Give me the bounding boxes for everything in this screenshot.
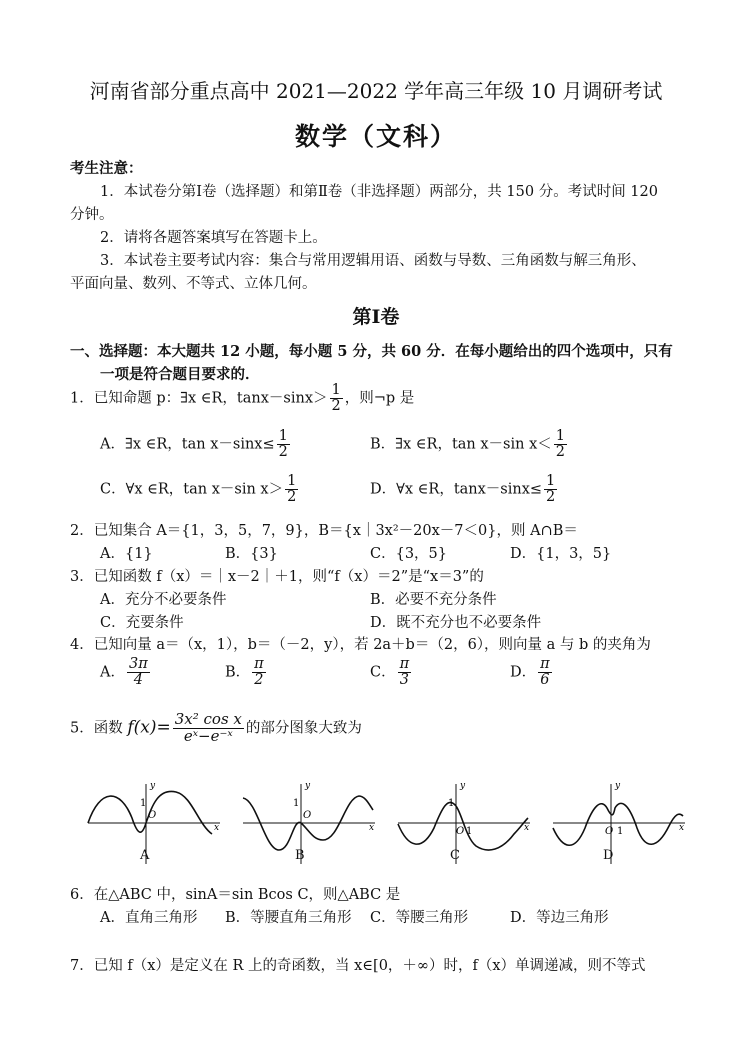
notice-item-3: 3．本试卷主要考试内容：集合与常用逻辑用语、函数与导数、三角函数与解三角形、 (100, 253, 646, 269)
graph-c-x-label: x (524, 823, 530, 833)
question-1-option-d: D．∀x ∈R，tanx－sinx≤ $\frac{1}{2}$ (370, 473, 556, 506)
question-2-option-c: C．{3，5} (370, 546, 447, 562)
section-heading-cont: 一项是符合题目要求的． (100, 366, 260, 383)
graph-b-label: B (295, 848, 305, 863)
section-heading: 一、选择题：本大题共 12 小题，每小题 5 分，共 60 分．在每小题给出的四个选项中，只有 (70, 343, 673, 360)
question-1-option-c: C．∀x ∈R，tan x－sin x＞ $\frac{1}{2}$ (100, 473, 297, 506)
volume-heading: 第Ⅰ卷 (352, 306, 400, 328)
exam-title: 河南省部分重点高中 2021—2022 学年高三年级 10 月调研考试 (89, 79, 663, 103)
question-4-option-d: D． $\frac{\pi}{6}$ (510, 656, 550, 689)
question-6-option-c: C．等腰三角形 (370, 910, 469, 926)
graph-a-origin: O (148, 810, 157, 821)
question-2-option-b: B．{3} (225, 546, 278, 562)
question-6-option-a: A．直角三角形 (100, 910, 198, 926)
question-3-option-a: A．充分不必要条件 (100, 592, 227, 608)
question-4-option-c: C． $\frac{\pi}{3}$ (370, 656, 410, 689)
notice-item-3-cont: 平面向量、数列、不等式、立体几何。 (70, 276, 317, 292)
graph-c-one: 1 (448, 798, 455, 809)
question-6-option-b: B．等腰直角三角形 (225, 910, 352, 926)
question-2-stem: 2．已知集合 A＝{1，3，5，7，9}，B＝{x｜3x²－20x－7＜0}，则 A∩B＝ (70, 523, 578, 539)
graph-d-x-label: x (679, 823, 685, 833)
graph-d (553, 781, 685, 864)
graph-a-y-label: y (150, 781, 156, 791)
graph-b-y-label: y (305, 781, 311, 791)
graph-c (398, 781, 530, 864)
question-3-stem: 3．已知函数 f（x）＝｜x－2｜＋1，则“f（x）＝2”是“x＝3”的 (70, 569, 484, 585)
question-3-option-b: B．必要不充分条件 (370, 592, 497, 608)
question-7-stem: 7．已知 f（x）是定义在 R 上的奇函数，当 x∈[0，＋∞）时，f（x）单调递减，则不等式 (70, 958, 646, 974)
subject-title: 数学（文科） (294, 122, 457, 151)
graph-b-origin: O (303, 810, 312, 821)
graph-d-one-x: 1 (617, 826, 624, 837)
question-1-option-a: A．∃x ∈R，tan x－sinx≤ $\frac{1}{2}$ (100, 428, 288, 461)
graph-b-x-label: x (369, 823, 375, 833)
graph-b-one: 1 (293, 798, 300, 809)
question-4-option-a: A． $\frac{3\pi}{4}$ (100, 656, 148, 689)
graph-a-label: A (140, 848, 150, 863)
question-4-stem: 4．已知向量 a＝（x，1），b＝（－2，y），若 2a＋b＝（2，6），则向量 a 与 b 的夹角为 (70, 637, 651, 653)
notice-item-1: 1．本试卷分第Ⅰ卷（选择题）和第Ⅱ卷（非选择题）两部分，共 150 分。考试时间 120 (100, 184, 658, 200)
graph-a-x-label: x (214, 823, 220, 833)
question-3-option-c: C．充要条件 (100, 615, 184, 631)
graph-a-one: 1 (140, 798, 147, 809)
question-4-option-b: B． $\frac{\pi}{2}$ (225, 656, 264, 689)
graph-c-y-label: y (460, 781, 466, 791)
question-6-stem: 6．在△ABC 中，sinA＝sin Bcos C，则△ABC 是 (70, 887, 401, 903)
graph-c-origin: O (456, 826, 465, 837)
question-6-option-d: D．等边三角形 (510, 910, 609, 926)
question-1-option-b: B．∃x ∈R，tan x－sin x＜ $\frac{1}{2}$ (370, 428, 565, 461)
notice-item-1-cont: 分钟。 (70, 207, 114, 223)
question-2-option-a: A．{1} (100, 546, 153, 562)
question-2-option-d: D．{1，3，5} (510, 546, 612, 562)
graph-b (243, 781, 375, 864)
graph-a (88, 781, 220, 864)
graph-d-origin: O (605, 826, 614, 837)
graph-c-one-x: 1 (466, 826, 473, 837)
question-1-stem: 1．已知命题 p：∃x ∈R，tanx－sinx＞ $\frac{1}{2}$ ，则¬p 是 (70, 382, 415, 415)
graph-d-label: D (603, 848, 614, 863)
question-5-graphs (80, 778, 685, 868)
graph-d-y-label: y (615, 781, 621, 791)
notice-item-2: 2．请将各题答案填写在答题卡上。 (100, 230, 327, 246)
question-3-option-d: D．既不充分也不必要条件 (370, 615, 542, 631)
graph-c-label: C (450, 848, 460, 863)
notice-heading: 考生注意： (70, 160, 143, 177)
question-5-stem: 5．函数 f(x)= $\frac{\text{3x² cos x}}{\text{eˣ−e⁻ˣ}}$ 的部分图象大致为 (70, 710, 362, 745)
